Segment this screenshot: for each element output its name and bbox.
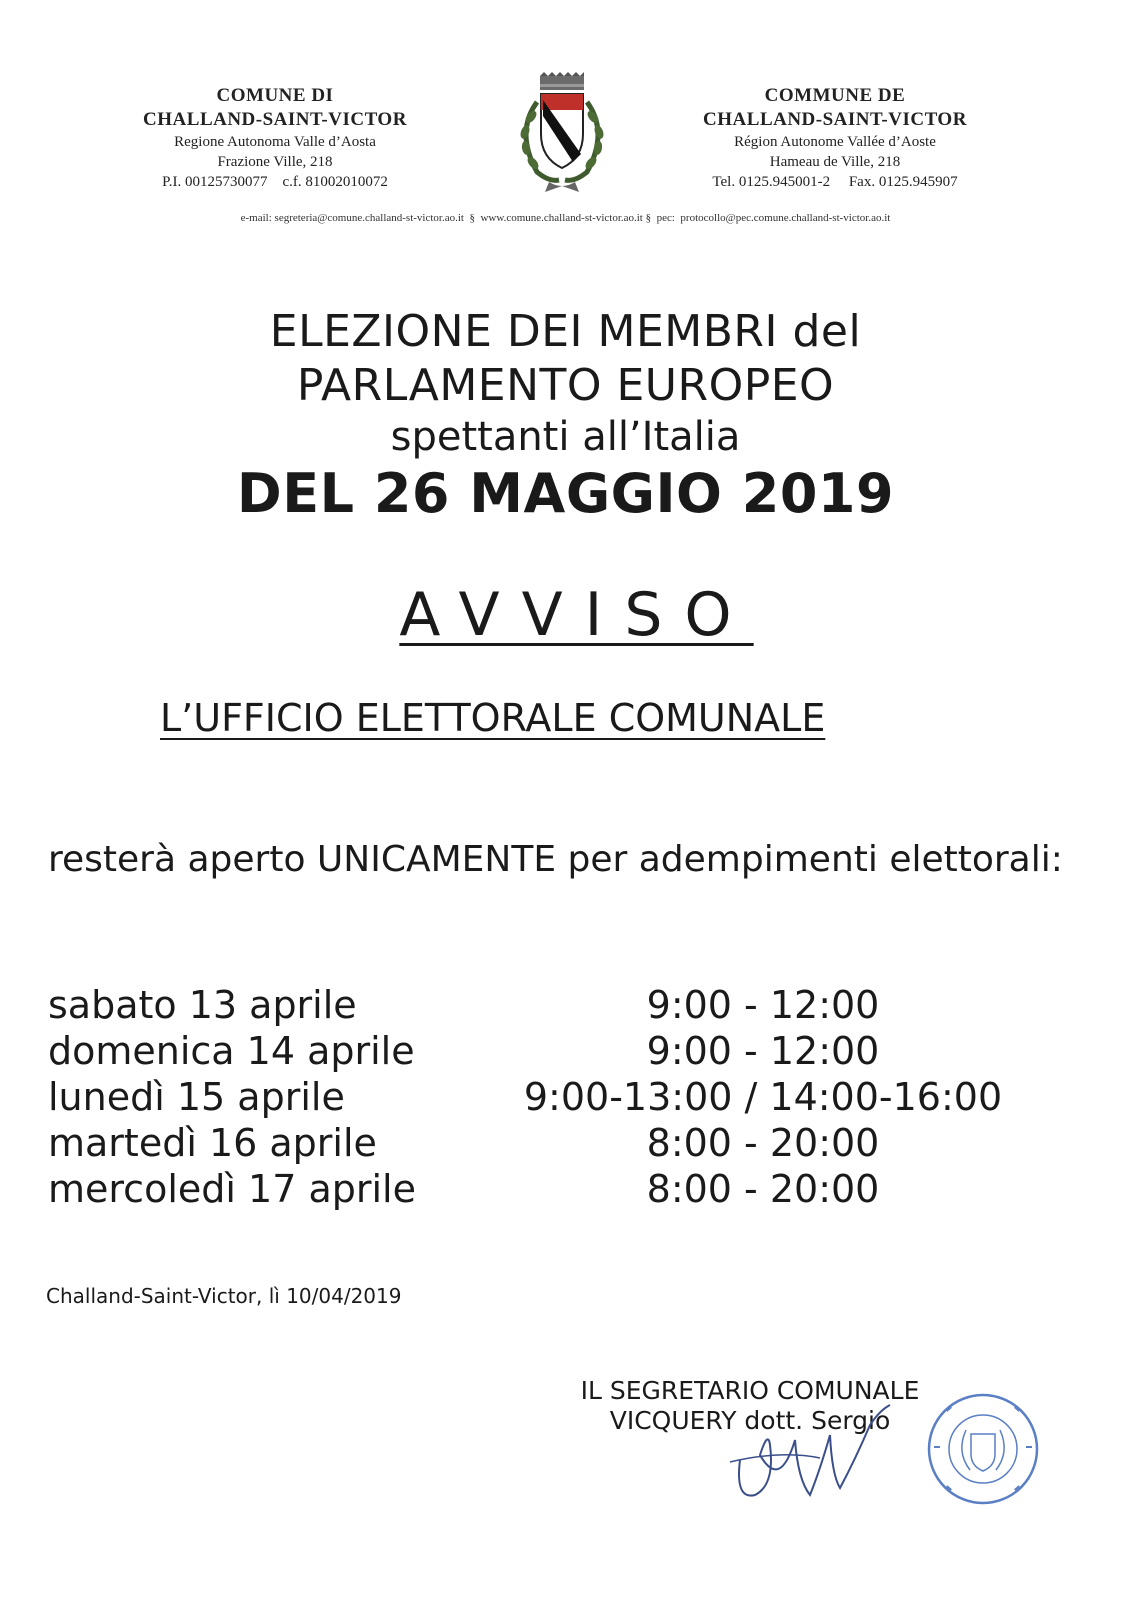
schedule-row [48,1166,1088,1212]
schedule-day: sabato 13 aprile [48,983,357,1027]
header-left-line5: P.I. 00125730077 c.f. 81002010072 [162,174,388,190]
schedule-hours: 8:00 - 20:00 [646,1167,880,1211]
schedule-hours: 8:00 - 20:00 [646,1121,880,1165]
schedule-hours: 9:00 - 12:00 [646,983,880,1027]
title-line2: PARLAMENTO EUROPEO [296,360,835,411]
header-right-line1: COMMUNE DE [764,85,906,106]
header-right-line2: CHALLAND-SAINT-VICTOR [703,109,967,130]
place-date: Challand-Saint-Victor, lì 10/04/2019 [46,1284,402,1308]
schedule-row [48,1028,1088,1074]
title-line3: spettanti all’Italia [390,414,741,460]
title-line1: ELEZIONE DEI MEMBRI del [269,306,862,357]
header-left-line2: CHALLAND-SAINT-VICTOR [143,109,407,130]
header-left-line3: Regione Autonoma Valle d’Aosta [174,134,376,150]
schedule-day: domenica 14 aprile [48,1029,415,1073]
official-stamp-icon [926,1392,1040,1506]
header-left-line4: Frazione Ville, 218 [217,154,333,170]
header-right-line4: Hameau de Ville, 218 [769,154,901,170]
election-title [0,305,1131,527]
signatory-role: IL SEGRETARIO COMUNALE [580,1376,920,1405]
schedule-hours: 9:00-13:00 / 14:00-16:00 [523,1075,1003,1119]
schedule-day: lunedì 15 aprile [48,1075,345,1119]
header-left [105,84,445,192]
handwritten-signature [720,1400,910,1510]
intro-text: resterà aperto UNICAMENTE per adempimenti elettorali: [48,839,1063,880]
office-heading [160,696,980,740]
header-left-line1: COMUNE DI [216,85,334,106]
notice-heading [0,580,1131,650]
schedule-hours: 9:00 - 12:00 [646,1029,880,1073]
schedule-day: mercoledì 17 aprile [48,1167,416,1211]
schedule-day: martedì 16 aprile [48,1121,377,1165]
schedule-row [48,982,1088,1028]
contact-line: e-mail: segreteria@comune.challand-st-victor.ao.it § www.comune.challand-st-victor.ao.it § pec: protocollo@pec.comune.challand-st-victor.ao.it [240,212,891,224]
schedule-row [48,1120,1088,1166]
signatory-name: VICQUERY dott. Sergio [609,1406,891,1435]
title-line4: DEL 26 MAGGIO 2019 [236,462,895,525]
header-right-line3: Région Autonome Vallée d’Aoste [734,134,936,150]
coat-of-arms-icon [497,72,627,198]
schedule-row [48,1074,1088,1120]
header-right [665,84,1005,192]
schedule-list [48,982,1088,1212]
header-right-line5: Tel. 0125.945001-2 Fax. 0125.945907 [712,174,958,190]
notice-label: AVVISO [399,580,754,650]
office-label: L’UFFICIO ELETTORALE COMUNALE [160,696,826,740]
